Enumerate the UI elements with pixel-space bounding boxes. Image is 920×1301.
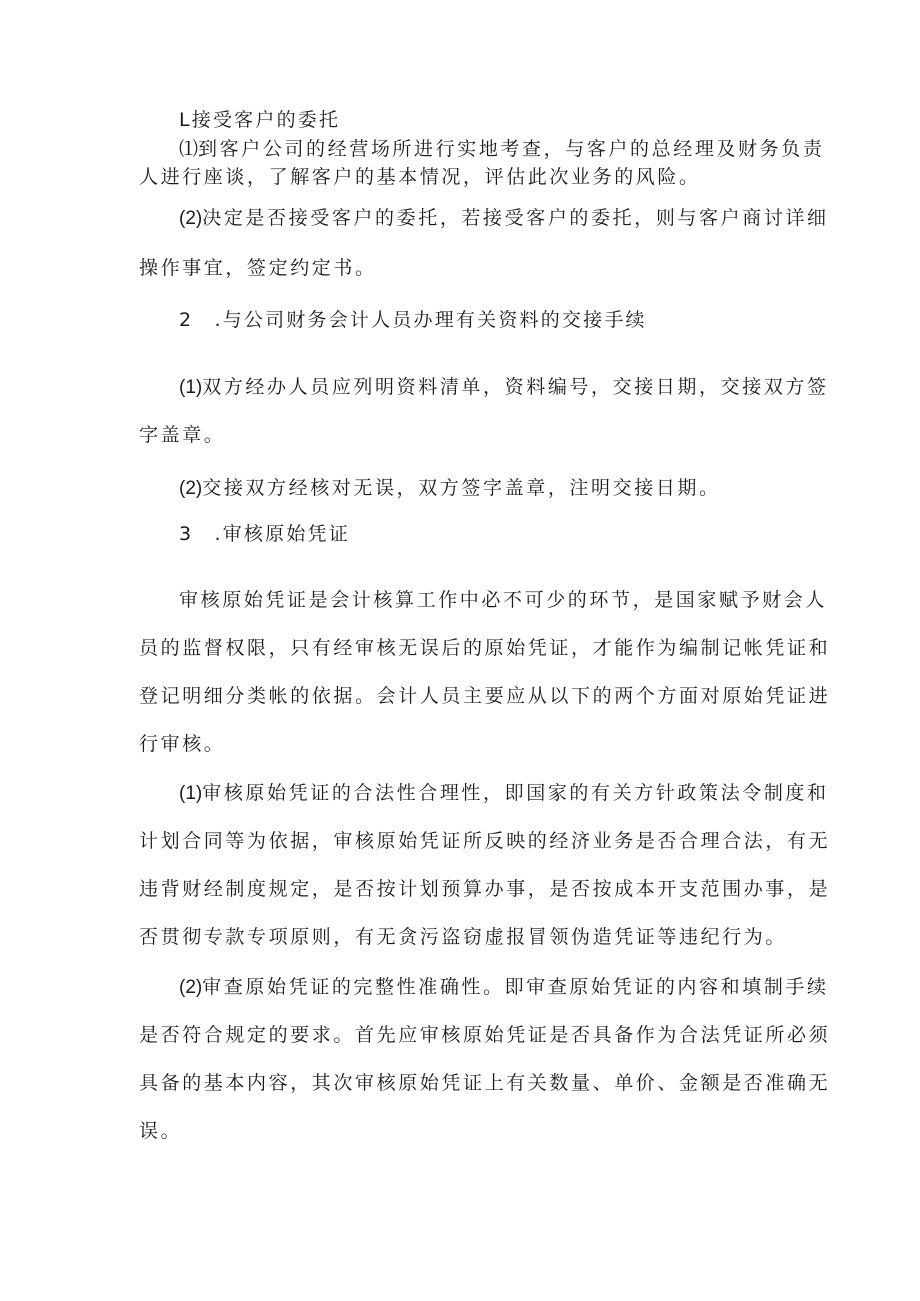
paragraph-line: 字盖章。 <box>139 424 226 446</box>
item-marker: (1) <box>179 783 203 804</box>
section-heading: 2 .与公司财务会计人员办理有关资料的交接手续 <box>179 309 647 331</box>
item-marker: (2) <box>179 977 203 998</box>
paragraph-line <box>179 205 829 232</box>
item-text: 双方经办人员应列明资料清单，资料编号，交接日期，交接双方签 <box>202 376 829 398</box>
paragraph-line: 否贯彻专款专项原则，有无贪污盗窃虚报冒领伪造凭证等违纪行为。 <box>139 926 788 948</box>
item-marker: (2) <box>179 478 203 499</box>
item-text: 到客户公司的经营场所进行实地考查，与客户的总经理及财务负责 <box>198 138 825 160</box>
section-heading: L接受客户的委托 <box>179 109 341 131</box>
item-marker: (1) <box>179 377 203 398</box>
paragraph-line: 违背财经制度规定，是否按计划预算办事，是否按成本开支范围办事，是 <box>139 878 831 900</box>
item-marker: (2) <box>179 208 203 229</box>
paragraph-line: 误。 <box>139 1120 183 1142</box>
paragraph-line: 具备的基本内容，其次审核原始凭证上有关数量、单价、金额是否准确无 <box>139 1072 831 1094</box>
paragraph-line: 登记明细分类帐的依据。会计人员主要应从以下的两个方面对原始凭证进 <box>139 685 831 707</box>
item-marker: ⑴ <box>179 139 199 160</box>
section-heading: 3 .审核原始凭证 <box>179 523 350 545</box>
paragraph-line <box>179 374 829 401</box>
paragraph-line: 是否符合规定的要求。首先应审核原始凭证是否具备作为合法凭证所必须 <box>139 1024 831 1046</box>
paragraph-line: 操作事宜，签定约定书。 <box>139 257 377 279</box>
paragraph-line <box>179 780 829 807</box>
item-text: 审核原始凭证的合法性合理性，即国家的有关方针政策法令制度和 <box>202 782 829 804</box>
item-text: 交接双方经核对无误，双方签字盖章，注明交接日期。 <box>202 477 721 499</box>
paragraph-line <box>179 974 829 1001</box>
paragraph-line <box>179 475 829 502</box>
item-text: 决定是否接受客户的委托，若接受客户的委托，则与客户商讨详细 <box>202 207 829 229</box>
paragraph-line: 审核原始凭证是会计核算工作中必不可少的环节，是国家赋予财会人 <box>179 589 828 611</box>
paragraph-line: 人进行座谈，了解客户的基本情况，评估此次业务的风险。 <box>139 166 701 188</box>
paragraph-line: 行审核。 <box>139 733 226 755</box>
paragraph-line: 计划合同等为依据，审核原始凭证所反映的经济业务是否合理合法，有无 <box>139 830 831 852</box>
item-text: 审查原始凭证的完整性准确性。即审查原始凭证的内容和填制手续 <box>202 976 829 998</box>
paragraph-line: 员的监督权限，只有经审核无误后的原始凭证，才能作为编制记帐凭证和 <box>139 637 831 659</box>
paragraph-line <box>179 136 829 163</box>
